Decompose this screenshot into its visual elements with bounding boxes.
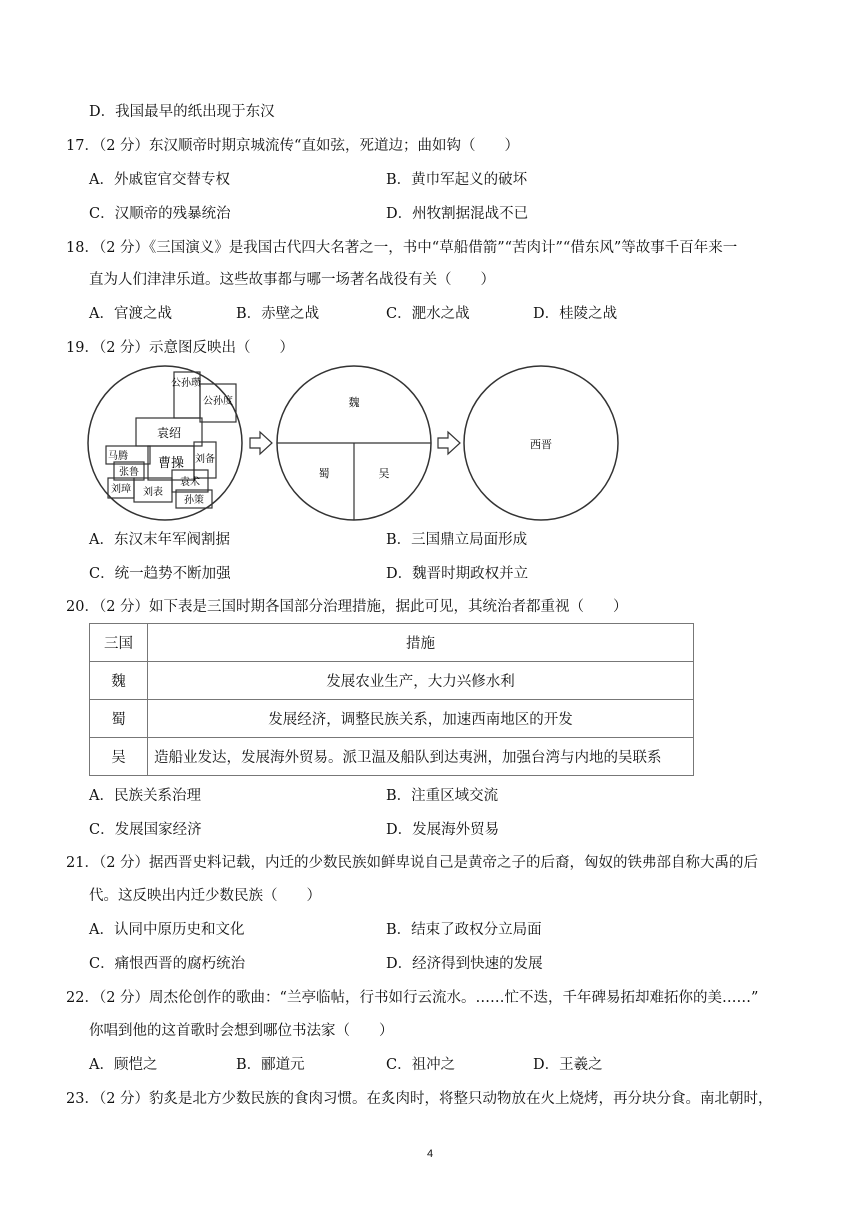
label-wu: 吴 xyxy=(378,467,390,480)
table-row xyxy=(90,738,694,776)
page-number: 4 xyxy=(426,1148,434,1160)
q21-stem-line2: 代。这反映出内迁少数民族（ ） xyxy=(89,888,321,904)
label-yuan-shao: 袁绍 xyxy=(156,426,182,440)
table-cell-measure: 造船业发达，发展海外贸易。派卫温及船队到达夷洲，加强台湾与内地的吴联系 xyxy=(148,738,694,776)
q22-stem-line1: 22．（2 分）周杰伦创作的歌曲：“兰亭临帖，行书如行云流水。……忙不迭，千年碑易拓却难拓你的美……” xyxy=(66,990,759,1006)
q17-option-d: D．州牧割据混战不已 xyxy=(386,206,529,222)
q18-stem-line2: 直为人们津津乐道。这些故事都与哪一场著名战役有关（ ） xyxy=(89,272,495,288)
label-zhang-lu: 张鲁 xyxy=(119,467,139,478)
q19-option-b: B．三国鼎立局面形成 xyxy=(386,532,528,548)
warlord-circle xyxy=(88,366,242,520)
q18-option-c: C．淝水之战 xyxy=(386,306,470,322)
q18-option-b: B．赤壁之战 xyxy=(236,306,320,322)
q17-stem: 17．（2 分）东汉顺帝时期京城流传“直如弦，死道边；曲如钩（ ） xyxy=(66,138,519,154)
q22-option-a: A．顾恺之 xyxy=(89,1057,158,1073)
table-cell-kingdom: 蜀 xyxy=(90,700,148,738)
q21-stem-line1: 21．（2 分）据西晋史料记载，内迁的少数民族如鲜卑说自己是黄帝之子的后裔，匈奴的铁弗部自称大禹的后 xyxy=(66,855,759,871)
label-gongsun-zan: 公孙瓒 xyxy=(171,378,201,389)
table-cell-measure: 发展经济，调整民族关系，加速西南地区的开发 xyxy=(148,700,694,738)
q21-option-a: A．认同中原历史和文化 xyxy=(89,922,245,938)
label-gongsun-du: 公孙度 xyxy=(203,396,233,407)
arrow-icon xyxy=(438,432,460,454)
q23-stem-line1: 23．（2 分）豹炙是北方少数民族的食肉习惯。在炙肉时，将整只动物放在火上烧烤，再分块分食。南北朝时， xyxy=(66,1091,773,1107)
table-cell-kingdom: 魏 xyxy=(90,662,148,700)
q18-option-d: D．桂陵之战 xyxy=(533,306,618,322)
q20-option-b: B．注重区域交流 xyxy=(386,788,499,804)
q21-option-b: B．结束了政权分立局面 xyxy=(386,922,542,938)
table-header-measures: 措施 xyxy=(148,624,694,662)
table-header-kingdom: 三国 xyxy=(90,624,148,662)
three-kingdoms-circle xyxy=(277,366,431,520)
q17-option-a: A．外戚宦官交替专权 xyxy=(89,172,230,188)
q20-option-c: C．发展国家经济 xyxy=(89,822,202,838)
q18-stem-line1: 18．（2 分）《三国演义》是我国古代四大名著之一，书中“草船借箭”“苦肉计”“借东风”等故事千百年来一 xyxy=(66,240,738,256)
q20-option-a: A．民族关系治理 xyxy=(89,788,201,804)
q18-option-a: A．官渡之战 xyxy=(89,306,172,322)
table-row xyxy=(90,700,694,738)
label-ma-teng: 马腾 xyxy=(108,451,128,462)
table-cell-kingdom: 吴 xyxy=(90,738,148,776)
label-liu-biao: 刘表 xyxy=(143,487,163,498)
q19-diagram xyxy=(86,364,632,522)
q16-option-d: D．我国最早的纸出现于东汉 xyxy=(89,104,275,120)
q21-option-d: D．经济得到快速的发展 xyxy=(386,956,543,972)
western-jin-circle xyxy=(464,366,618,520)
label-wei: 魏 xyxy=(348,396,360,409)
measures-table xyxy=(89,623,694,776)
q22-option-b: B．郦道元 xyxy=(236,1057,305,1073)
q22-stem-line2: 你唱到他的这首歌时会想到哪位书法家（ ） xyxy=(89,1023,394,1039)
table-row xyxy=(90,662,694,700)
q20-option-d: D．发展海外贸易 xyxy=(386,822,500,838)
q19-option-a: A．东汉末年军阀割据 xyxy=(89,532,230,548)
q22-option-c: C．祖冲之 xyxy=(386,1057,456,1073)
label-sun-ce: 孙策 xyxy=(184,495,204,506)
label-shu: 蜀 xyxy=(318,467,330,480)
label-western-jin: 西晋 xyxy=(530,438,552,451)
label-liu-zhang: 刘璋 xyxy=(111,484,131,495)
q19-stem: 19．（2 分）示意图反映出（ ） xyxy=(66,340,295,356)
label-yuan-shu: 袁术 xyxy=(180,477,200,488)
arrow-icon xyxy=(250,432,272,454)
q20-stem: 20．（2 分）如下表是三国时期各国部分治理措施，据此可见，其统治者都重视（ ） xyxy=(66,599,628,615)
label-liu-bei: 刘备 xyxy=(195,454,215,465)
table-header-row xyxy=(90,624,694,662)
q19-option-c: C．统一趋势不断加强 xyxy=(89,566,231,582)
table-cell-measure: 发展农业生产，大力兴修水利 xyxy=(148,662,694,700)
q17-option-b: B．黄巾军起义的破坏 xyxy=(386,172,528,188)
q21-option-c: C．痛恨西晋的腐朽统治 xyxy=(89,956,246,972)
label-cao-cao: 曹操 xyxy=(157,456,185,471)
q17-option-c: C．汉顺帝的残暴统治 xyxy=(89,206,231,222)
q19-option-d: D．魏晋时期政权并立 xyxy=(386,566,529,582)
q22-option-d: D．王羲之 xyxy=(533,1057,603,1073)
